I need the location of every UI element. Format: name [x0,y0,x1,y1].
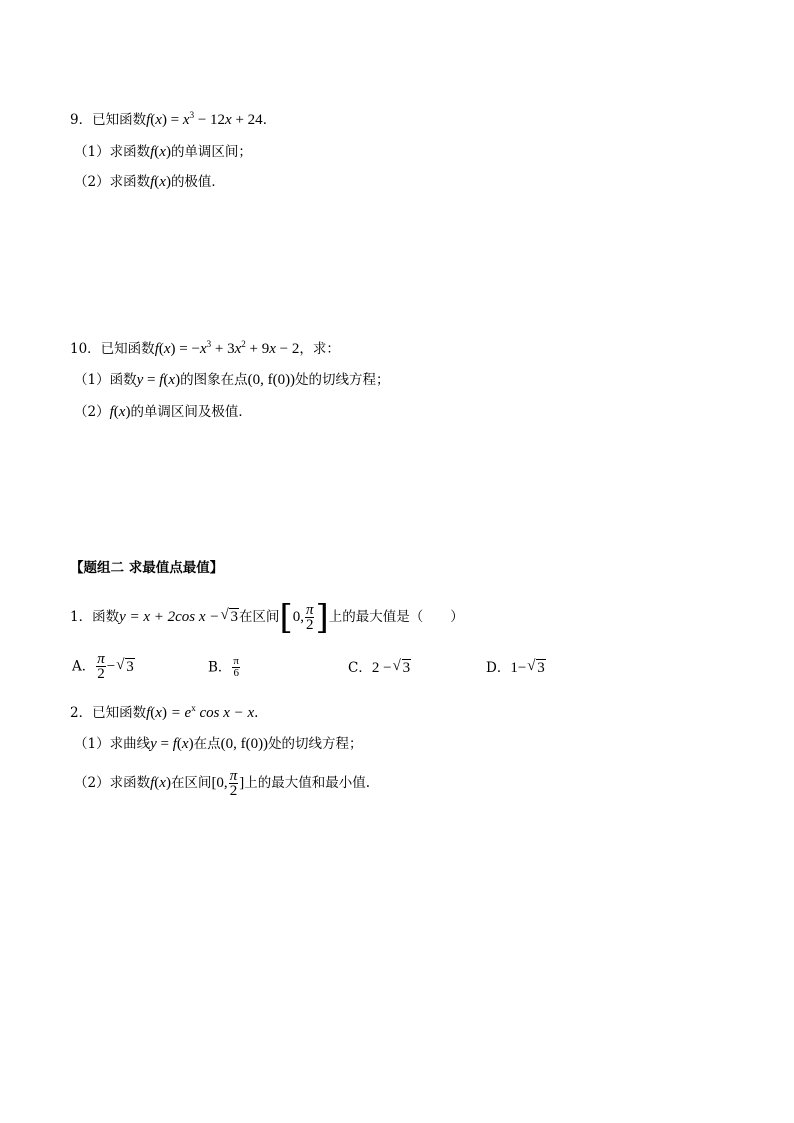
g2q1-expr: y = x + 2cos x − [119,609,220,625]
g2q2-interval-left: [0, [211,775,228,791]
option-b-fraction: $\frac{\pi}{6}$ [233,655,239,679]
q10-formula: $f(x) = -x^3 + 3x^2 + 9x - 2$ [154,339,300,357]
g2q1-stem: 1．函数y = x + 2cos x − √ 3在区间[0, $\frac{\pi}{2}$ ]上的最大值是（ ） [70,597,464,638]
g2q1-sqrt: √ 3 [220,607,238,625]
option-d[interactable]: D．1− √ 3 [486,658,545,676]
q9-part2-formula: f(x) [150,174,171,190]
option-b[interactable]: B． $\frac{\pi}{6}$ [208,655,239,679]
q9-stem [70,105,276,130]
option-c-sqrt: √ 3 [392,658,411,676]
g2q2-fraction: $\frac{\pi}{2}$ [229,768,238,799]
q10-part2-formula: f(x) [109,404,131,420]
q10-point: (0, f(0)) [247,372,296,388]
g2q2-formula: $f(x) = e^x$ cos x − x [146,703,255,721]
g2q2-part1-formula: y = f(x) [150,736,194,752]
q10-part2: （2）f(x)的单调区间及极值． [74,404,252,420]
option-a-sqrt: √ 3 [116,656,134,675]
option-c[interactable]: C．2 − √ 3 [348,658,411,676]
q10-part1-formula: y = f(x) [136,372,181,388]
q10-part1: （1）函数y = f(x)的图象在点(0, f(0))处的切线方程； [74,372,390,388]
q9-formula: $f(x) = x^3 - 12x + 24$ [146,110,263,128]
g2q2-point: (0, f(0)) [220,736,269,752]
g2q1-interval-left: 0, [292,609,304,625]
g2q1-fraction: $\frac{\pi}{2}$ [305,602,314,633]
g2q2-stem: 2．已知函数$f(x) = e^x$ cos x − x. [70,703,259,721]
q9-stem-prefix: 9．已知函数 [70,112,147,128]
q10-stem: 10．已知函数$f(x) = -x^3 + 3x^2 + 9x - 2$，求： [70,339,340,357]
g2q2-part2: （2）求函数f(x)在区间[0, $\frac{\pi}{2}$ ]上的最大值和最小值. [74,768,370,799]
left-bracket: [ [279,597,293,638]
g2q2-part2-formula: f(x) [150,775,171,791]
option-a-fraction: $\frac{\pi}{2}$ [97,651,105,682]
right-bracket: ] [315,597,329,638]
q9-stem-suffix: ． [262,112,277,128]
option-a[interactable]: A． $\frac{\pi}{2}$ − √ 3 [72,651,134,682]
q9-part1-formula: f(x) [150,144,171,160]
q9-part2: （2）求函数f(x)的极值． [74,174,225,190]
group2-heading: 【题组二 求最值点最值】 [70,560,224,576]
option-d-sqrt: √ 3 [527,658,545,676]
g2q2-interval-right: ] [239,775,245,791]
q9-part1: （1）求函数f(x)的单调区间； [74,144,252,160]
g2q2-part1: （1）求曲线y = f(x)在点(0, f(0))处的切线方程； [74,736,363,752]
